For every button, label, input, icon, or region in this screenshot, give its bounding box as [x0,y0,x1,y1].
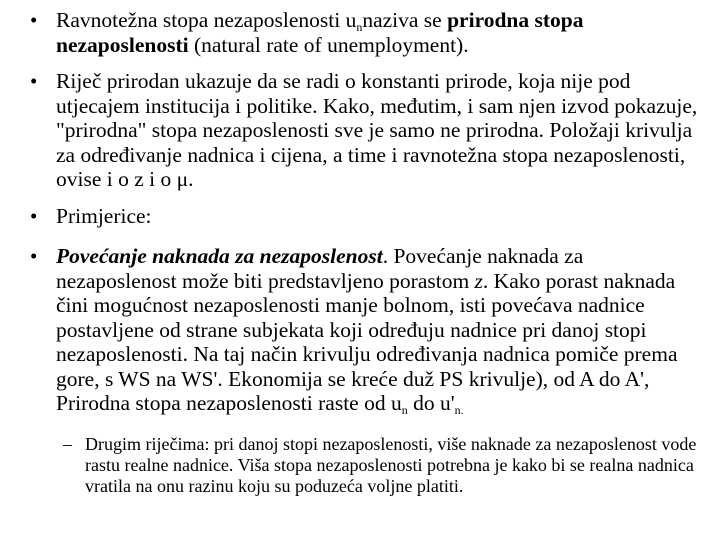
bullet-dot: • [30,244,38,268]
text-fragment: (natural rate of unemployment). [188,32,469,57]
bullet-text [56,244,702,416]
text-fragment: . Kako porast naknada čini mogućnost nezaposlenosti manje bolnom, isti povećava nadnice postavljene od strane subjekata koji određuju nadnice pri danoj stopi nezaposlenosti. Na taj način krivulju određivanja nadnica pomiče prema gore, s WS na WS'. Ekonomija se kreće duž PS krivulje), od A do A', Prirodna stopa nezaposlenosti raste od u [56,268,678,415]
bullet-dot: • [30,8,38,32]
text-fragment: do u' [407,391,455,415]
bullet-natural-rate [30,8,702,57]
subscript: n [401,403,408,417]
text-fragment: naziva se [362,8,448,32]
variable-z: z [474,268,483,293]
bullet-example [30,204,702,229]
text-fragment: . Povećanje naknada za nezaposlenost može biti predstavljeno porastom [56,244,584,293]
bullet-text: Primjerice: [56,204,152,228]
sub-bullet-text: Drugim riječima: pri danoj stopi nezaposlenosti, više naknade za nezaposlenost vode rastu realne nadnice. Viša stopa nezaposlenosti potrebna je kako bi se realna nadnica vratila na onu razinu koju su poduzeća voljne platiti. [85,434,697,496]
bullet-text [56,8,702,57]
text-fragment: Ravnotežna stopa nezaposlenosti u [56,8,357,32]
bullet-dot: • [30,204,38,228]
bold-italic-term: Povećanje naknada za nezaposlenost [56,244,383,268]
bullet-natural-meaning [30,69,702,192]
bullet-dot: • [30,69,38,93]
subscript: n. [454,403,464,417]
bullet-benefits-increase [30,244,702,416]
subscript: n [356,20,363,34]
sub-bullet-other-words [63,434,703,497]
bullet-text: Riječ prirodan ukazuje da se radi o konstanti prirode, koja nije pod utjecajem institucija i politike. Kako, međutim, i sam njen izvod pokazuje, "prirodna" stopa nezaposlenosti sve je samo ne prirodna. Položaji krivulja za određivanje nadnica i cijena, a time i ravnotežna stopa nezaposlenosti, ovise i o z i o μ. [56,69,698,191]
dash-marker: – [63,434,72,454]
bold-term: prirodna stopa nezaposlenosti [56,8,584,57]
